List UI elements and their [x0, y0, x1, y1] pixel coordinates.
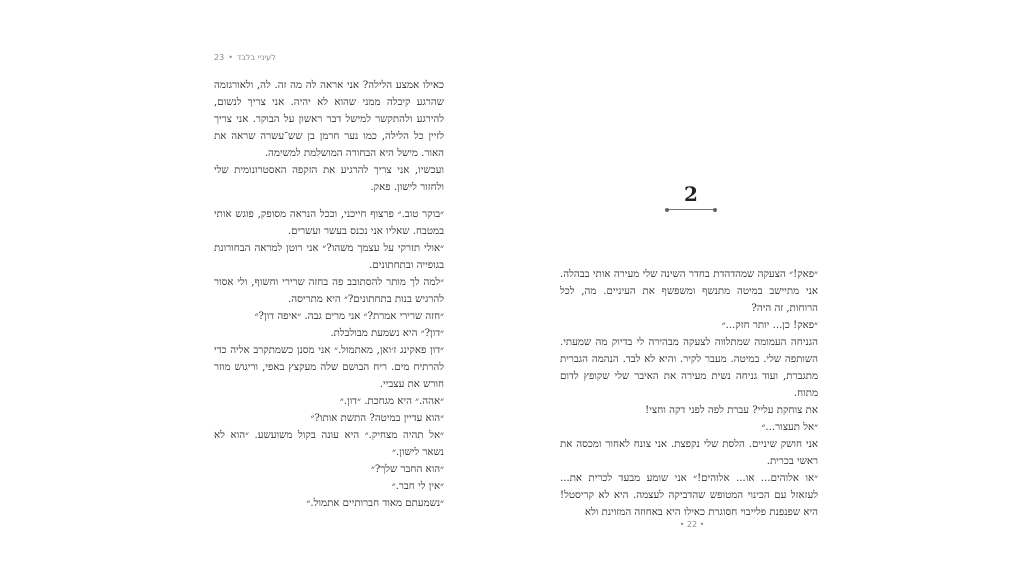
- paragraph: ״בוקר טוב.״ פרצוף חייכני, וככל הנראה מסופק, פוגש אותי במטבח. שאליו אני נכנס בעשר ועשרים.: [214, 209, 444, 237]
- paragraph: ״או אלוהים... או... אלוהים!״ אני שומע מבעד לכרית את... לעזאזל עם הכינוי המטופש שהדביקה לעצמה. היא לא קריסטל! היא שפנפנת פלייבוי חסוגרת כאילו היא באחוזה המזוינת ולא: [560, 473, 818, 518]
- right-page: [560, 0, 822, 576]
- header-book-title: לעיניי בלבד: [236, 53, 276, 62]
- paragraph: הגניחה העמומה שמתלווה לצעקה מבהירה לי בדיוק מה שמעתי. השותפה שלי. במיטה. מעבר לקיר. והיא לא לבד. הנהמה הגברית מתגברת, ועוד גניחה נשית מעירה את האיבר שלי שקופץ לדום מתוח.: [560, 337, 818, 399]
- paragraph: ״אהה.״ היא מגחכת. ״דון.״: [339, 396, 444, 407]
- paragraph: את צוחקת עליי? עברת לפה לפני דקה וחצי!: [645, 405, 818, 416]
- paragraph: ״פאק! כן... יותר חזק...״: [721, 320, 818, 331]
- running-header: [214, 53, 276, 62]
- left-page: [200, 0, 502, 576]
- paragraph: ״חזה שרירי אמרת?״ אני מרים גבה. ״איפה דון?״: [254, 311, 444, 322]
- paragraph: כאילו אמצע הלילה? אני אראה לה מה זה. לה, ולאורגזמה שהרגע קיבלה ממני שהוא לא יהיה. אני צריך לנשום, להירגע ולהתקשר למישל דבר ראשון על הבוקר. אני צריך לזיין כל הלילה, כמו נער חרמן בן שש־עשרה שראה את האור. מישל היא הבחורה המושלמת למשימה.: [214, 80, 444, 159]
- page-number-footer: • 22 •: [679, 520, 705, 529]
- paragraph: ועכשיו, אני צריך להרגיע את הזקפה האסטרונומית שלי ולחזור לישון. פאק.: [214, 165, 444, 193]
- paragraph: ״דון פאקינג ז׳ואן, מאתמול.״ אני מסנן כשמתקרב אליה כדי להרתיח מים. ריח הבושם שלה מעקצץ באפי, וריגוש מוזר חורש את עצביי.: [214, 345, 444, 390]
- paragraph: ״נשמעתם מאוד חברותיים אתמול.״: [306, 498, 444, 509]
- paragraph: ״פאק!״ הצעקה שמהדהדת בחדר השינה שלי מעירה אותי בבהלה. אני מתיישב במיטה מתנשף ומשפשף את העיניים. מה, לכל הרוחות, זה היה?: [560, 269, 818, 314]
- paragraph: ״הוא עדיין במיטה? התשת אותו?״: [310, 413, 444, 424]
- paragraph: אני חושק שיניים. הלסת שלי נקפצת. אני צונח לאחור ומכסה את ראשי בכרית.: [560, 439, 818, 467]
- paragraph: ״הוא החבר שלך?״: [370, 464, 444, 475]
- right-page-text: [560, 266, 818, 521]
- chapter-number: 2: [684, 182, 698, 206]
- paragraph: ״אין לי חבר.״: [391, 481, 444, 492]
- header-separator: •: [228, 53, 233, 62]
- paragraph: ״דון?״ היא נשמעת מבולבלת.: [330, 328, 444, 339]
- chapter-ornament-rule: [667, 209, 715, 210]
- paragraph: ״למה לך מותר להסתובב פה בחזה שרירי וחשוף, ולי אסור להרגיש בנות בתחתונים?״ היא מתריסה.: [214, 277, 444, 305]
- header-page-number: 23: [214, 53, 225, 62]
- left-page-text: [214, 77, 444, 512]
- paragraph: ״אל תעצור...״: [761, 422, 818, 433]
- paragraph: ״אולי תזרקי על עצמך משהו?״ אני רוטן למראה הבחורונת בגופייה ובתחתונים.: [214, 243, 444, 271]
- paragraph: ״אל תהיה מצחיק.״ היא עונה בקול משועשע. ״הוא לא נשאר לישון.״: [214, 430, 444, 458]
- folio-number: 22: [686, 520, 698, 529]
